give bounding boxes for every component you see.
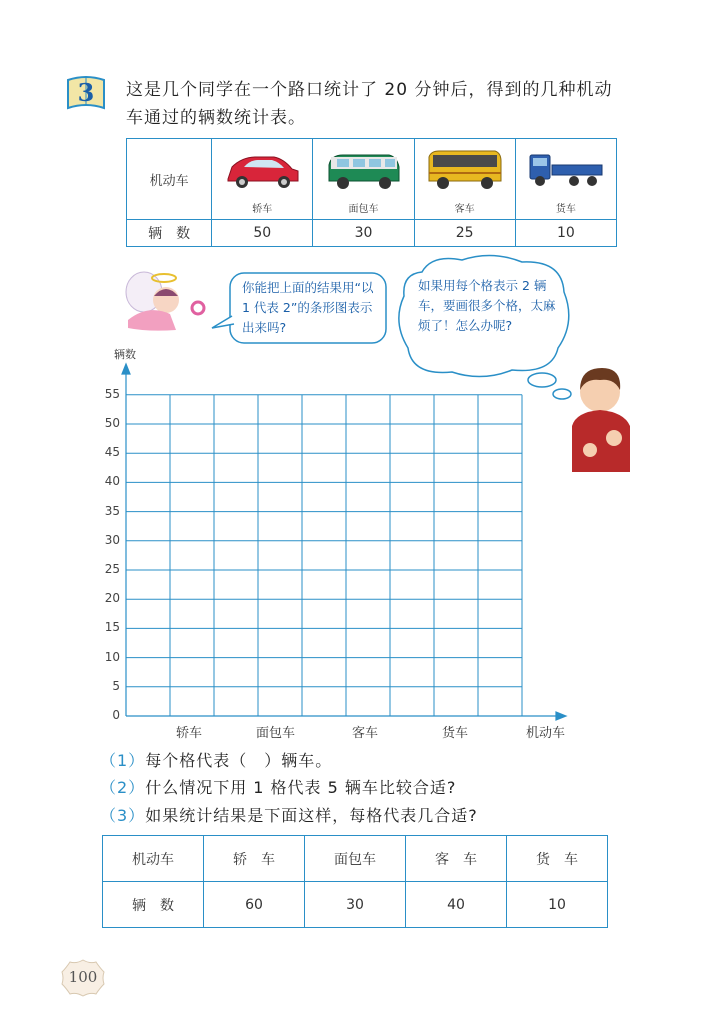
x-category-van: 面包车 xyxy=(256,726,296,741)
vehicle-label-truck: 货车 xyxy=(555,204,576,215)
page-number-badge xyxy=(60,958,106,998)
t2-header-2: 面包车 xyxy=(305,836,406,882)
y-tick-label: 0 xyxy=(112,708,120,722)
y-tick-label: 10 xyxy=(104,649,120,664)
t2-header-1: 轿 车 xyxy=(204,836,305,882)
t2-header-0: 机动车 xyxy=(103,836,204,882)
x-category-truck: 货车 xyxy=(442,726,469,741)
x-axis-label: 机动车 xyxy=(526,726,566,741)
y-axis-label: 辆数 xyxy=(114,348,136,361)
y-tick-label: 25 xyxy=(104,562,120,576)
value-car: 50 xyxy=(212,220,313,247)
vehicle-label-bus: 客车 xyxy=(454,204,475,215)
t2-cell-1: 60 xyxy=(204,882,305,928)
t2-cell-3: 40 xyxy=(406,882,507,928)
table-header-vehicle: 机动车 xyxy=(127,139,212,220)
x-category-car: 轿车 xyxy=(176,726,203,741)
t2-cell-0: 辆 数 xyxy=(103,882,204,928)
t2-cell-2: 30 xyxy=(305,882,406,928)
y-tick-label: 55 xyxy=(104,386,120,401)
y-tick-label: 40 xyxy=(104,474,120,489)
question-2-number: （2） xyxy=(100,778,146,797)
value-van: 30 xyxy=(313,220,414,247)
table-row-label: 辆 数 xyxy=(127,220,212,247)
y-tick-label: 20 xyxy=(104,591,120,606)
question-3 xyxy=(100,803,478,826)
y-tick-label: 30 xyxy=(104,532,120,547)
t2-header-4: 货 车 xyxy=(507,836,608,882)
problem-number: 3 xyxy=(77,78,95,107)
boy-thought-text: 如果用每个格表示 2 辆车，要画很多个格，太麻烦了！怎么办呢? xyxy=(418,278,556,333)
question-3-number: （3） xyxy=(100,806,146,825)
second-vehicle-table xyxy=(102,835,608,928)
page-number: 100 xyxy=(68,968,98,986)
y-tick-label: 5 xyxy=(112,678,120,693)
question-1-text: 每个格代表（ ）辆车。 xyxy=(145,751,333,770)
y-tick-label: 45 xyxy=(104,445,120,460)
x-category-bus: 客车 xyxy=(352,726,379,741)
question-2 xyxy=(100,775,456,798)
question-1-number: （1） xyxy=(100,751,146,770)
y-tick-label: 15 xyxy=(104,620,120,635)
question-3-text: 如果统计结果是下面这样，每格代表几合适? xyxy=(145,806,478,825)
y-tick-label: 35 xyxy=(104,503,120,518)
angel-speech-text: 你能把上面的结果用“以 1 代表 2”的条形图表示出来吗? xyxy=(242,280,374,335)
problem-text: 这是几个同学在一个路口统计了 20 分钟后，得到的几种机动车通过的辆数统计表。 xyxy=(126,80,613,128)
vehicle-label-van: 面包车 xyxy=(348,204,379,215)
value-truck: 10 xyxy=(515,220,616,247)
question-2-text: 什么情况下用 1 格代表 5 辆车比较合适? xyxy=(145,778,457,797)
y-tick-label: 50 xyxy=(104,416,120,430)
value-bus: 25 xyxy=(414,220,515,247)
vehicle-label-car: 轿车 xyxy=(252,204,273,215)
t2-header-3: 客 车 xyxy=(406,836,507,882)
question-1 xyxy=(100,748,332,771)
t2-cell-4: 10 xyxy=(507,882,608,928)
